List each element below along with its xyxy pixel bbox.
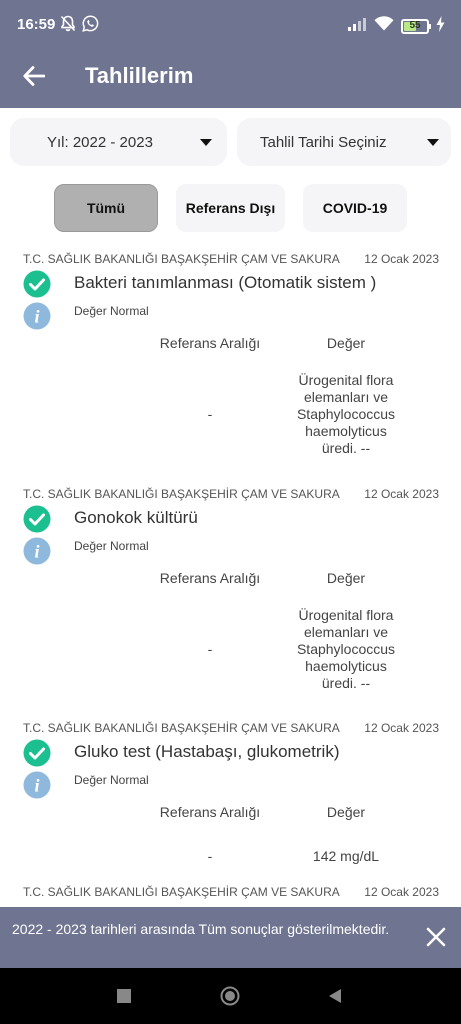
svg-text:i: i (34, 775, 40, 796)
app-bar (0, 46, 461, 108)
check-circle-icon (23, 270, 51, 298)
recents-square-icon[interactable] (114, 986, 134, 1006)
result-value-line: elemanları ve (303, 389, 389, 405)
hospital-name: T.C. SAĞLIK BAKANLIĞI BAŞAKŞEHİR ÇAM VE SAKURA (23, 252, 340, 266)
hospital-name: T.C. SAĞLIK BAKANLIĞI BAŞAKŞEHİR ÇAM VE SAKURA (23, 885, 340, 899)
value-header: Değer (326, 804, 366, 820)
year-dropdown[interactable] (10, 118, 227, 166)
whatsapp-icon (82, 15, 99, 37)
svg-text:i: i (34, 541, 40, 562)
tab-out-of-reference[interactable]: Referans Dışı (176, 184, 285, 232)
result-date: 12 Ocak 2023 (364, 487, 439, 501)
date-dropdown-label: Tahlil Tarihi Seçiniz (260, 134, 387, 151)
back-button[interactable] (18, 60, 50, 92)
result-value-line: 142 mg/dL (312, 848, 380, 864)
home-circle-icon[interactable] (220, 986, 240, 1006)
result-value-line: üredi. -- (321, 440, 371, 456)
reference-range-header: Referans Aralığı (159, 570, 261, 586)
tab-all[interactable]: Tümü (54, 184, 158, 232)
arrow-left-icon (23, 66, 45, 86)
result-date: 12 Ocak 2023 (364, 721, 439, 735)
reference-range-value: - (207, 641, 213, 657)
result-value-line: Ürogenital flora (298, 372, 394, 388)
year-dropdown-label: Yıl: 2022 - 2023 (47, 134, 153, 151)
result-status: Değer Normal (74, 304, 149, 318)
result-value-line: elemanları ve (303, 624, 389, 640)
bell-off-icon (60, 15, 76, 37)
tab-covid-19[interactable]: COVID-19 (303, 184, 407, 232)
check-circle-icon (23, 505, 51, 533)
result-date: 12 Ocak 2023 (364, 885, 439, 899)
page-title: Tahlillerim (85, 63, 194, 88)
result-header (23, 252, 439, 268)
value-header: Değer (326, 335, 366, 351)
close-icon[interactable] (425, 926, 447, 948)
back-triangle-icon[interactable] (326, 986, 346, 1006)
status-left-icons (60, 17, 99, 35)
info-icon[interactable] (23, 771, 51, 799)
signal-icon (347, 17, 367, 36)
wifi-icon (374, 16, 394, 36)
result-header (23, 487, 439, 503)
result-value-line: haemolyticus (305, 423, 387, 439)
test-name: Bakteri tanımlanması (Otomatik sistem ) (74, 273, 377, 292)
charging-icon (436, 16, 445, 37)
hospital-name: T.C. SAĞLIK BAKANLIĞI BAŞAKŞEHİR ÇAM VE SAKURA (23, 721, 340, 735)
result-header (23, 885, 439, 901)
navigation-bar (0, 968, 461, 1024)
result-value (276, 848, 416, 865)
chevron-down-icon (427, 139, 439, 146)
battery-icon (401, 19, 429, 34)
test-name: Gonokok kültürü (74, 508, 198, 527)
test-name: Gluko test (Hastabaşı, glukometrik) (74, 742, 340, 761)
reference-range-value: - (207, 848, 213, 864)
info-icon[interactable] (23, 302, 51, 330)
result-date: 12 Ocak 2023 (364, 252, 439, 266)
result-status: Değer Normal (74, 539, 149, 553)
result-value-line: üredi. -- (321, 675, 371, 691)
result-value-line: haemolyticus (305, 658, 387, 674)
status-right-icons (347, 16, 445, 36)
result-value-line: Staphylococcus (296, 406, 396, 422)
battery-nub (429, 24, 431, 29)
date-dropdown[interactable] (237, 118, 451, 166)
chevron-down-icon (200, 139, 212, 146)
battery-level: 55 (409, 20, 421, 31)
info-icon[interactable] (23, 537, 51, 565)
reference-range-value: - (207, 406, 213, 422)
reference-range-header: Referans Aralığı (159, 804, 261, 820)
result-header (23, 721, 439, 737)
status-time: 16:59 (17, 16, 56, 33)
result-value (276, 372, 416, 457)
value-header: Değer (326, 570, 366, 586)
result-value-line: Ürogenital flora (298, 607, 394, 623)
result-value-line: Staphylococcus (296, 641, 396, 657)
reference-range-header: Referans Aralığı (159, 335, 261, 351)
result-value (276, 607, 416, 692)
svg-text:i: i (34, 306, 40, 327)
result-status: Değer Normal (74, 773, 149, 787)
status-bar (0, 0, 461, 46)
hospital-name: T.C. SAĞLIK BAKANLIĞI BAŞAKŞEHİR ÇAM VE SAKURA (23, 487, 340, 501)
snackbar-message: 2022 - 2023 tarihleri arasında Tüm sonuçlar gösterilmektedir. (12, 921, 390, 937)
check-circle-icon (23, 739, 51, 767)
snackbar (0, 907, 461, 968)
